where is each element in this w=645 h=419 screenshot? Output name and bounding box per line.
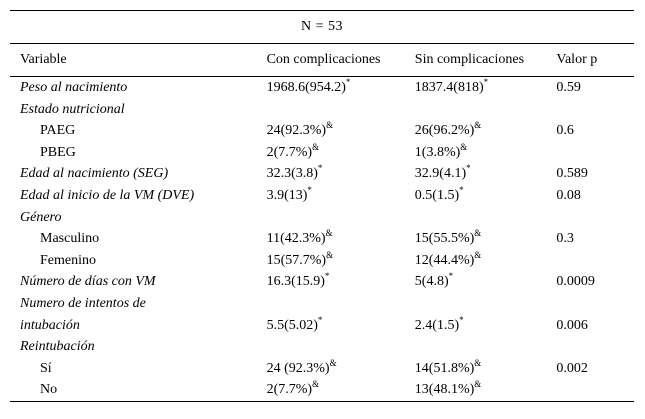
cell-value: 2.4(1.5) (414, 317, 460, 333)
cell-con-complicaciones (267, 228, 415, 250)
row-label: PAEG (40, 123, 76, 139)
table-row (10, 271, 634, 293)
footnote-mark: * (448, 271, 454, 282)
table-row (10, 315, 634, 337)
cell-con-complicaciones (267, 99, 415, 121)
cell-con-complicaciones (267, 142, 415, 164)
table-row (10, 336, 634, 358)
footnote-mark: * (345, 77, 351, 87)
cell-valor-p: 0.08 (556, 187, 581, 203)
cell-value: 15(57.7%) (266, 252, 327, 268)
footnote-mark: & (326, 120, 334, 131)
header-con-complicaciones: Con complicaciones (267, 44, 415, 77)
row-label: Masculino (40, 231, 100, 247)
row-label: Estado nutricional (20, 101, 125, 117)
row-label: Número de días con VM (20, 274, 156, 290)
row-label: intubación (20, 317, 80, 333)
cell-value: 5(4.8) (414, 274, 449, 290)
row-label: Numero de intentos de (20, 295, 146, 311)
table-row (10, 358, 634, 380)
footnote-mark: & (474, 357, 482, 368)
cell-valor-p: 0.6 (556, 123, 574, 139)
cell-sin-complicaciones (415, 315, 557, 337)
footnote-mark: * (459, 314, 464, 325)
cell-value: 16.3(15.9) (266, 274, 325, 290)
row-label: Reintubación (20, 339, 95, 355)
cell-sin-complicaciones (415, 120, 557, 142)
cell-value: 14(51.8%) (414, 360, 475, 376)
cell-sin-complicaciones (415, 336, 557, 358)
cell-value: 1(3.8%) (414, 144, 461, 160)
header-valor-p: Valor p (556, 44, 634, 77)
footnote-mark: & (312, 379, 320, 390)
row-label: PBEG (40, 144, 76, 160)
cell-valor-p (556, 99, 634, 121)
cell-con-complicaciones (267, 207, 415, 229)
sample-size-row (10, 11, 634, 44)
table-row (10, 228, 634, 250)
cell-value: 15(55.5%) (414, 231, 475, 247)
footnote-mark: & (474, 379, 482, 390)
header-variable: Variable (10, 44, 267, 77)
footnote-mark: & (312, 141, 320, 152)
row-label: Edad al nacimiento (SEG) (20, 166, 169, 182)
cell-valor-p (556, 293, 634, 315)
header-row (10, 44, 634, 77)
footnote-mark: & (460, 141, 468, 152)
cell-sin-complicaciones (415, 77, 557, 99)
cell-value: 1968.6(954.2) (266, 80, 346, 95)
cell-con-complicaciones (267, 185, 415, 207)
cell-valor-p: 0.0009 (556, 274, 595, 290)
cell-value: 2(7.7%) (266, 382, 313, 398)
cell-sin-complicaciones (415, 142, 557, 164)
footnote-mark: * (459, 184, 464, 195)
cell-valor-p (556, 207, 634, 229)
table-row (10, 207, 634, 229)
cell-value: 11(42.3%) (266, 231, 326, 247)
cell-con-complicaciones (267, 120, 415, 142)
cell-sin-complicaciones (415, 293, 557, 315)
sample-size-label: N = 53 (10, 11, 634, 44)
cell-sin-complicaciones (415, 358, 557, 380)
table-row (10, 185, 634, 207)
footnote-mark: * (307, 184, 312, 195)
footnote-mark: * (324, 271, 330, 282)
cell-value: 24 (92.3%) (266, 360, 330, 376)
cell-sin-complicaciones (415, 185, 557, 207)
cell-value: 26(96.2%) (414, 123, 475, 139)
table-row (10, 99, 634, 121)
footnote-mark: * (317, 163, 323, 174)
row-label: Peso al nacimiento (20, 80, 128, 95)
row-label: No (10, 379, 267, 401)
cell-valor-p: 0.59 (556, 80, 581, 95)
row-label: Femenino (40, 252, 96, 268)
cell-value: 0.5(1.5) (414, 187, 460, 203)
cell-value: 32.3(3.8) (266, 166, 318, 182)
cell-sin-complicaciones (415, 207, 557, 229)
cell-valor-p: 0.006 (556, 317, 588, 333)
cell-con-complicaciones (267, 271, 415, 293)
footnote-mark: * (483, 77, 489, 87)
cell-sin-complicaciones (415, 99, 557, 121)
cell-sin-complicaciones (415, 271, 557, 293)
footnote-mark: & (474, 249, 482, 260)
table-row (10, 142, 634, 164)
cell-sin-complicaciones (415, 379, 557, 401)
cell-con-complicaciones (267, 315, 415, 337)
footnote-mark: * (466, 163, 471, 174)
cell-value: 1837.4(818) (414, 80, 484, 95)
cell-con-complicaciones (267, 250, 415, 272)
cell-value: 3.9(13) (266, 187, 308, 203)
cell-valor-p (556, 250, 634, 272)
table-row (10, 120, 634, 142)
cell-value: 5.5(5.02) (266, 317, 318, 333)
cell-valor-p (556, 336, 634, 358)
footnote-mark: & (326, 249, 334, 260)
cell-value: 24(92.3%) (266, 123, 327, 139)
header-sin-complicaciones: Sin complicaciones (415, 44, 557, 77)
row-label: Sí (40, 360, 52, 376)
cell-value: 13(48.1%) (414, 382, 475, 398)
table-row (10, 250, 634, 272)
footnote-mark: * (317, 314, 323, 325)
cell-con-complicaciones (267, 163, 415, 185)
table-row (10, 293, 634, 315)
footnote-mark: & (474, 120, 482, 131)
cell-con-complicaciones (267, 336, 415, 358)
cell-valor-p: 0.002 (556, 360, 588, 376)
row-label: Edad al inicio de la VM (DVE) (20, 187, 195, 203)
footnote-mark: & (329, 357, 337, 368)
table-row (10, 77, 634, 99)
results-table (10, 10, 634, 402)
cell-valor-p: 0.3 (556, 231, 574, 247)
cell-con-complicaciones (267, 293, 415, 315)
footnote-mark: & (474, 228, 482, 239)
footnote-mark: & (325, 228, 333, 239)
cell-valor-p (556, 142, 634, 164)
cell-con-complicaciones (267, 379, 415, 401)
cell-value: 2(7.7%) (266, 144, 313, 160)
cell-valor-p (556, 379, 634, 401)
cell-con-complicaciones (267, 77, 415, 99)
row-label: Género (20, 209, 62, 225)
cell-value: 32.9(4.1) (414, 166, 467, 182)
cell-sin-complicaciones (415, 228, 557, 250)
cell-sin-complicaciones (415, 250, 557, 272)
cell-valor-p: 0.589 (556, 166, 588, 182)
cell-value: 12(44.4%) (414, 252, 475, 268)
table-row (10, 163, 634, 185)
cell-sin-complicaciones (415, 163, 557, 185)
table-row (10, 379, 634, 401)
cell-con-complicaciones (267, 358, 415, 380)
